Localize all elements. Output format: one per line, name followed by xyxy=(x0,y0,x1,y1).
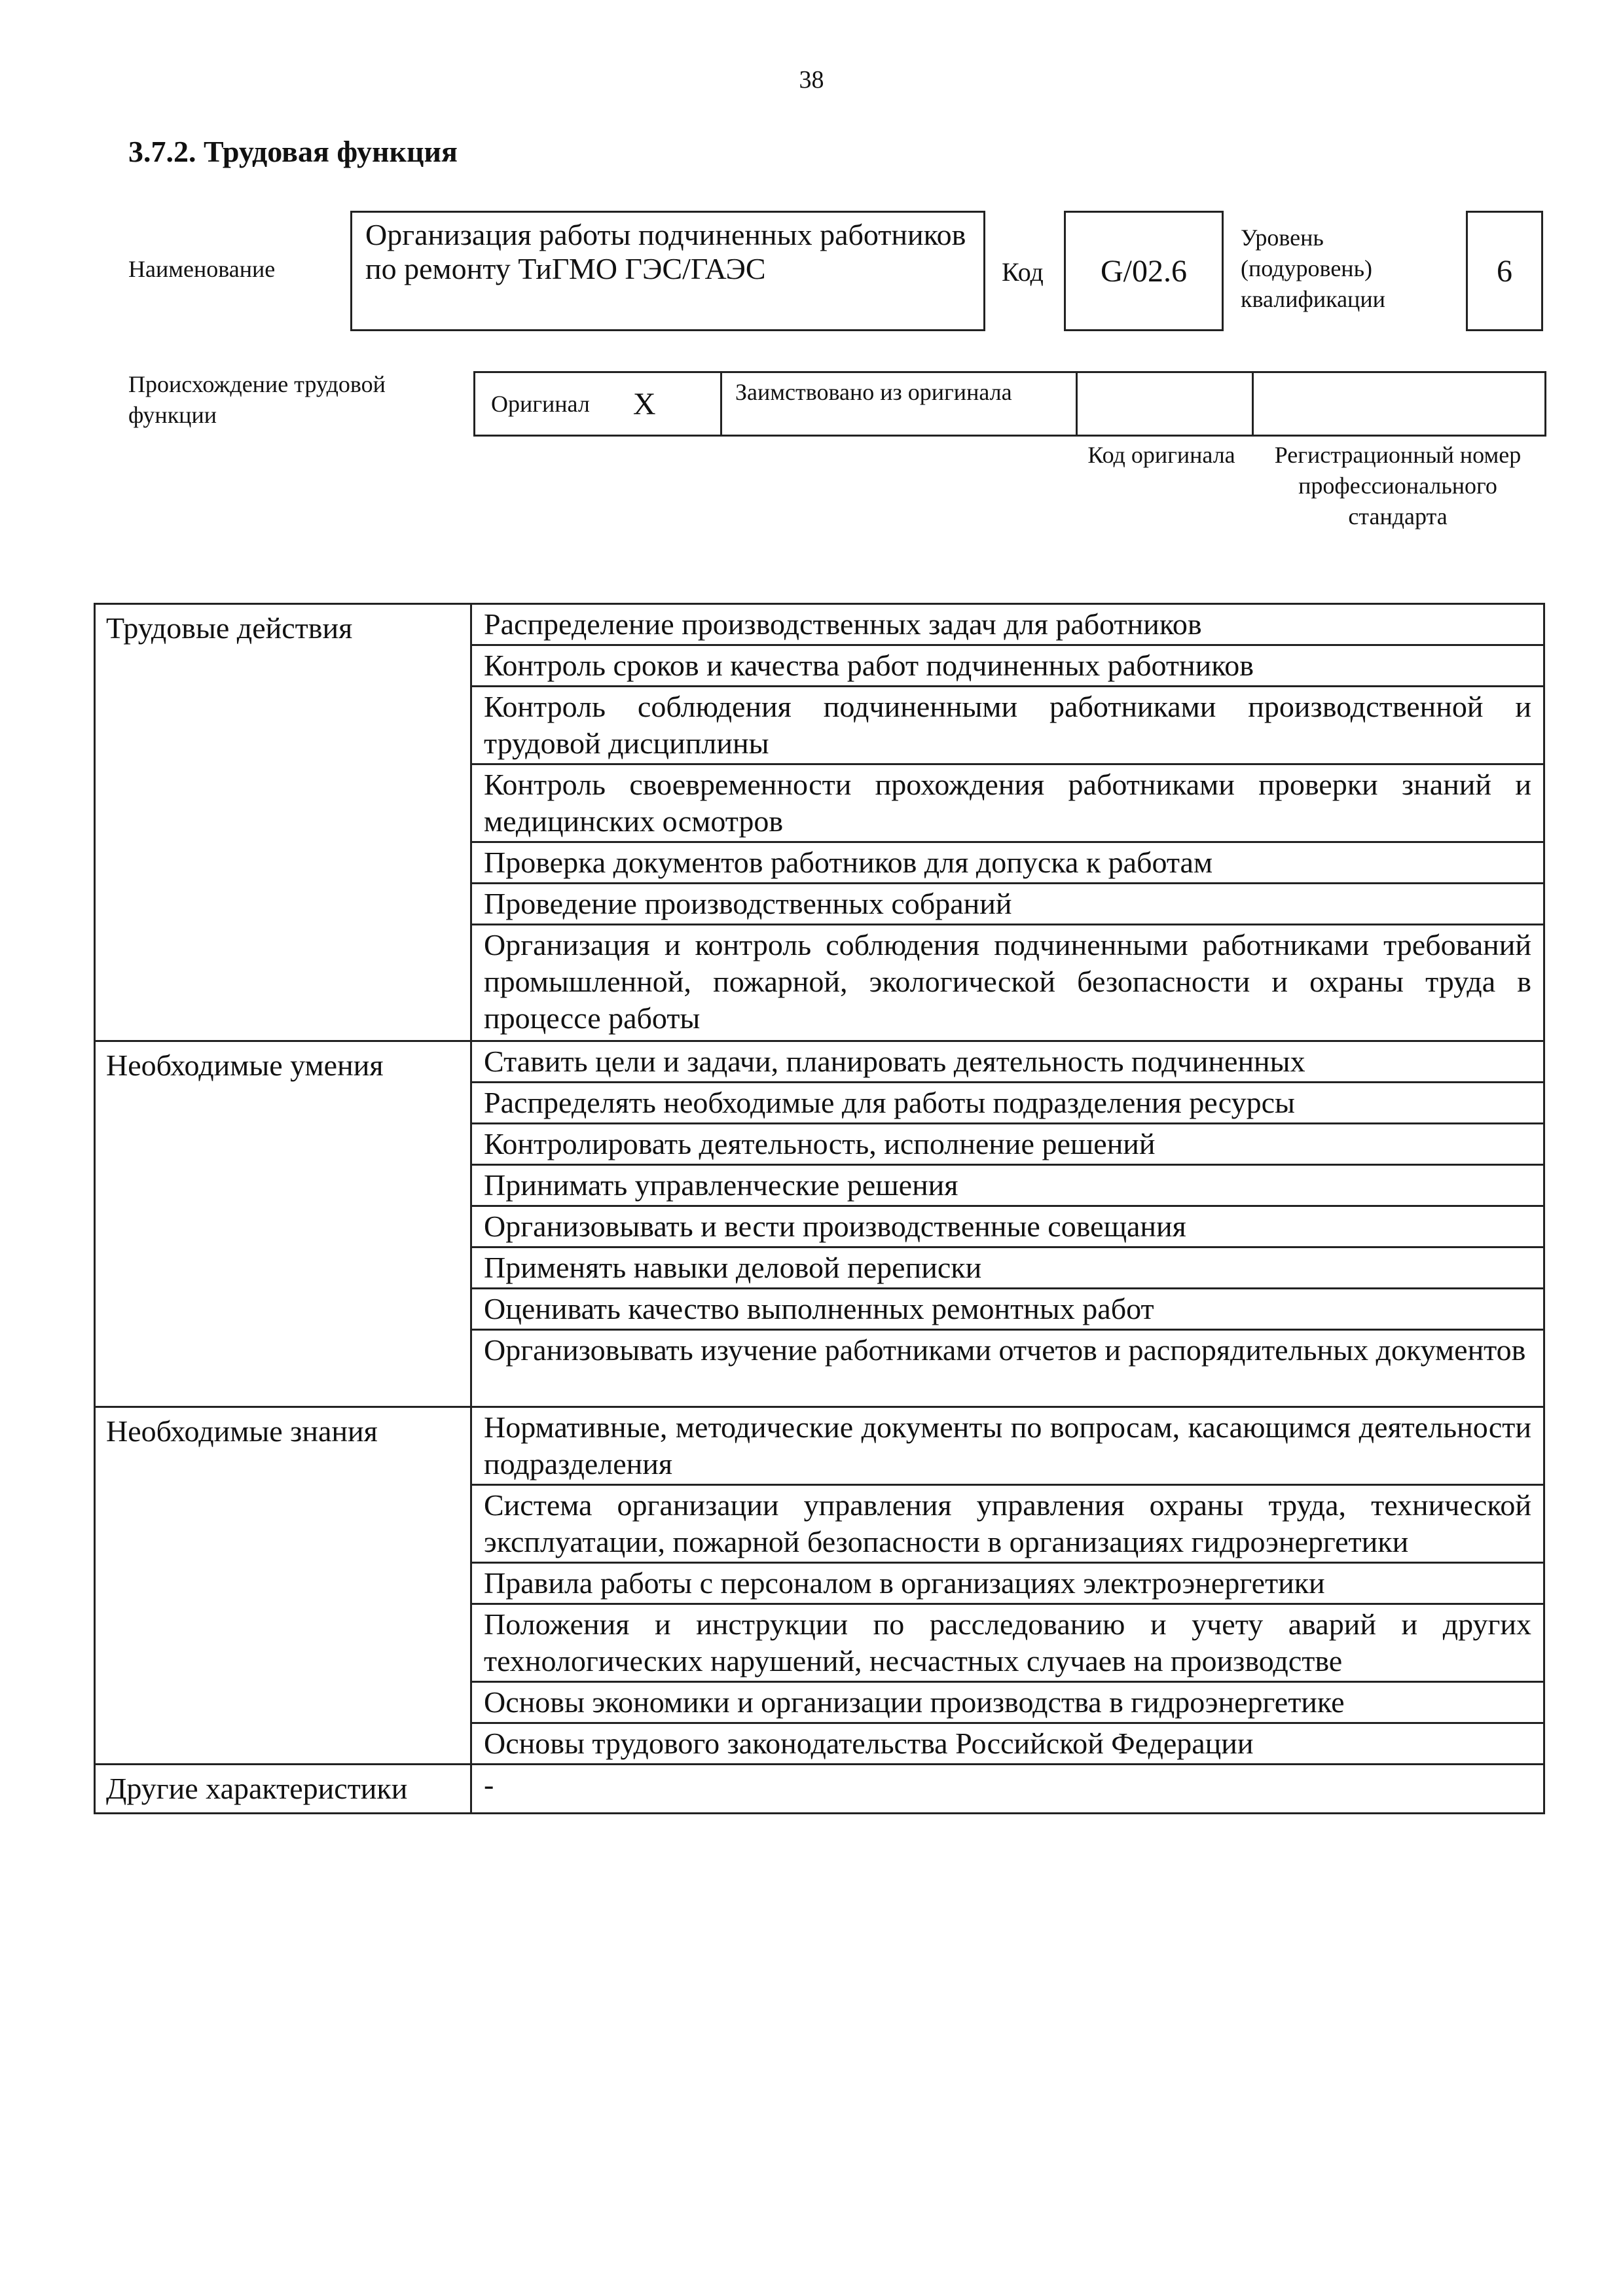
knowledge-item: Положения и инструкции по расследованию и учету аварий и других технологических нарушений, несчастных случаев на производстве xyxy=(471,1604,1544,1682)
knowledge-item: Нормативные, методические документы по вопросам, касающимся деятельности подразделения xyxy=(471,1407,1544,1485)
labor-action-item: Контроль сроков и качества работ подчиненных работников xyxy=(471,645,1544,687)
skills-label: Необходимые умения xyxy=(95,1041,471,1407)
origin-label: Происхождение трудовой функции xyxy=(128,371,386,428)
original-cell xyxy=(473,371,722,437)
labor-action-item: Организация и контроль соблюдения подчиненными работниками требований промышленной, пожарной, экологической безопасности и охраны труда в процессе работы xyxy=(471,925,1544,1041)
labor-actions-label: Трудовые действия xyxy=(95,604,471,1041)
original-label: Оригинал xyxy=(491,391,590,417)
reg-number-caption: Регистрационный номер профессионального стандарта xyxy=(1274,442,1522,529)
skill-item: Принимать управленческие решения xyxy=(471,1165,1544,1206)
name-value: Организация работы подчиненных работников по ремонту ТиГМО ГЭС/ГАЭС xyxy=(350,211,985,331)
borrowed-cell: Заимствовано из оригинала xyxy=(720,371,1078,437)
code-label: Код xyxy=(1002,257,1044,287)
code-value: G/02.6 xyxy=(1064,211,1224,331)
table-row xyxy=(95,604,1544,645)
reg-number-cell xyxy=(1252,371,1546,437)
labor-action-item: Контроль своевременности прохождения работниками проверки знаний и медицинских осмотров xyxy=(471,764,1544,842)
table-row xyxy=(95,1765,1544,1814)
qualification-level-label: Уровень (подуровень) квалификации xyxy=(1241,224,1385,312)
table-row xyxy=(95,1041,1544,1083)
labor-action-item: Проверка документов работников для допуска к работам xyxy=(471,842,1544,884)
skill-item: Организовывать изучение работниками отчетов и распорядительных документов xyxy=(471,1330,1544,1407)
knowledge-item: Основы трудового законодательства Российской Федерации xyxy=(471,1723,1544,1765)
section-title: 3.7.2. Трудовая функция xyxy=(128,135,458,168)
labor-action-item: Контроль соблюдения подчиненными работниками производственной и трудовой дисциплины xyxy=(471,687,1544,764)
knowledge-item: Правила работы с персоналом в организациях электроэнергетики xyxy=(471,1563,1544,1604)
table-row xyxy=(95,1407,1544,1485)
other-characteristics-value: - xyxy=(471,1765,1544,1814)
knowledge-label: Необходимые знания xyxy=(95,1407,471,1765)
page-number: 38 xyxy=(799,66,824,94)
skill-item: Организовывать и вести производственные совещания xyxy=(471,1206,1544,1247)
name-label: Наименование xyxy=(128,256,276,282)
original-mark: X xyxy=(632,386,656,422)
skill-item: Контролировать деятельность, исполнение решений xyxy=(471,1124,1544,1165)
labor-action-item: Проведение производственных собраний xyxy=(471,884,1544,925)
qualification-level-value: 6 xyxy=(1466,211,1543,331)
knowledge-item: Система организации управления управления охраны труда, технической эксплуатации, пожарной безопасности в организациях гидроэнергетики xyxy=(471,1485,1544,1563)
skill-item: Оценивать качество выполненных ремонтных работ xyxy=(471,1289,1544,1330)
origin-row xyxy=(473,371,1544,437)
skill-item: Применять навыки деловой переписки xyxy=(471,1247,1544,1289)
labor-action-item: Распределение производственных задач для работников xyxy=(471,604,1544,645)
labor-function-table xyxy=(94,603,1545,1814)
code-original-cell xyxy=(1076,371,1254,437)
other-characteristics-label: Другие характеристики xyxy=(95,1765,471,1814)
skill-item: Распределять необходимые для работы подразделения ресурсы xyxy=(471,1083,1544,1124)
skill-item: Ставить цели и задачи, планировать деятельность подчиненных xyxy=(471,1041,1544,1083)
code-original-caption: Код оригинала xyxy=(1087,442,1235,468)
knowledge-item: Основы экономики и организации производства в гидроэнергетике xyxy=(471,1682,1544,1723)
